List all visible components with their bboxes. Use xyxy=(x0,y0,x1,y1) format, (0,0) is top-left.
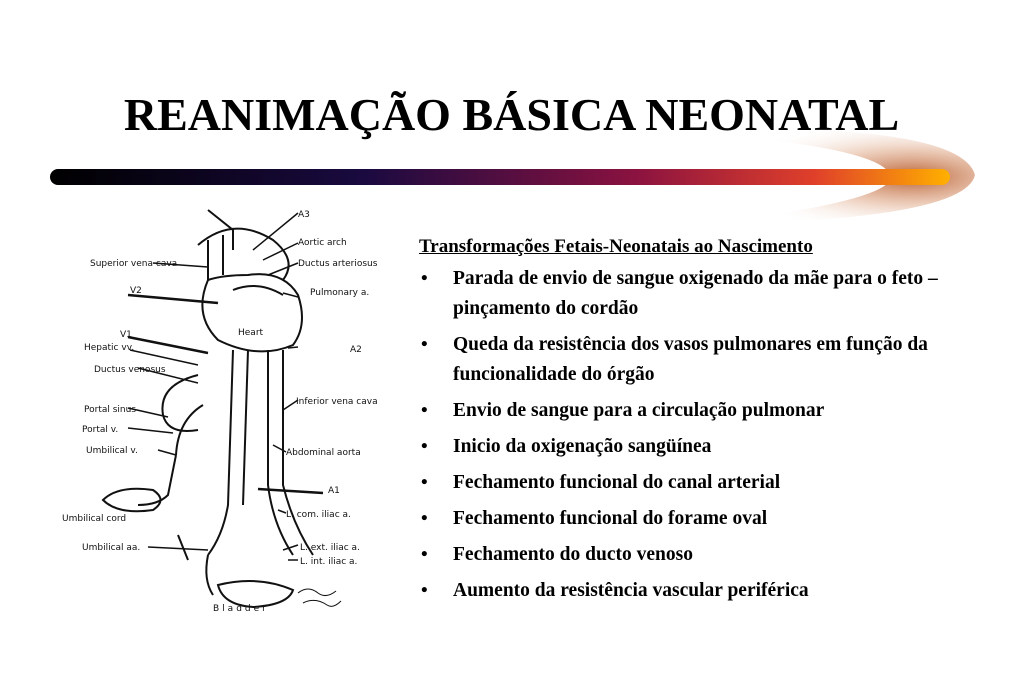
bullet-icon: • xyxy=(421,472,428,493)
label-v1: V1 xyxy=(120,330,132,340)
list-item-text: Envio de sangue para a circulação pulmonar xyxy=(453,400,825,421)
bullet-icon: • xyxy=(421,436,428,457)
label-ductus-venosus: Ductus venosus xyxy=(94,365,166,375)
label-l-ext-iliac-a: L. ext. iliac a. xyxy=(300,543,360,553)
label-l-int-iliac-a: L. int. iliac a. xyxy=(300,557,358,567)
label-hepatic-vv: Hepatic vv. xyxy=(84,343,135,353)
list-item xyxy=(419,576,999,606)
list-item xyxy=(419,264,999,324)
list-item xyxy=(419,504,999,534)
bullet-icon: • xyxy=(421,268,428,289)
list-item-text: Fechamento do ducto venoso xyxy=(453,544,693,565)
label-abdominal-aorta: Abdominal aorta xyxy=(286,448,361,458)
label-heart: Heart xyxy=(238,328,264,338)
label-ductus-arteriosus: Ductus arteriosus xyxy=(298,259,378,269)
list-item xyxy=(419,330,999,390)
list-item xyxy=(419,432,999,462)
label-pulmonary-a: Pulmonary a. xyxy=(310,288,370,298)
label-inferior-vena-cava: Inferior vena cava xyxy=(296,397,378,407)
list-item-text: Fechamento funcional do forame oval xyxy=(453,508,768,529)
list-item-text: Queda da resistência dos vasos pulmonares em função da funcionalidade do órgão xyxy=(453,334,928,385)
content-panel xyxy=(419,236,999,612)
label-umbilical-cord: Umbilical cord xyxy=(62,514,127,524)
bullet-icon: • xyxy=(421,334,428,355)
bullet-icon: • xyxy=(421,400,428,421)
label-portal-v: Portal v. xyxy=(82,425,119,435)
label-a3: A3 xyxy=(298,210,310,220)
list-item-text: Parada de envio de sangue oxigenado da mãe para o feto – pinçamento do cordão xyxy=(453,268,938,319)
label-l-com-iliac-a: L. com. iliac a. xyxy=(286,510,351,520)
label-a1: A1 xyxy=(328,486,340,496)
label-portal-sinus: Portal sinus xyxy=(84,405,137,415)
label-umbilical-aa: Umbilical aa. xyxy=(82,543,141,553)
bullet-icon: • xyxy=(421,544,428,565)
bullet-icon: • xyxy=(421,580,428,601)
label-aortic-arch: Aortic arch xyxy=(298,238,347,248)
label-a2: A2 xyxy=(350,345,362,355)
label-umbilical-v: Umbilical v. xyxy=(86,446,138,456)
list-item xyxy=(419,396,999,426)
list-item-text: Aumento da resistência vascular periférica xyxy=(453,580,809,601)
bullet-icon: • xyxy=(421,508,428,529)
list-item xyxy=(419,468,999,498)
fetal-circulation-diagram xyxy=(58,205,388,615)
bullet-list xyxy=(419,264,999,606)
page-title: REANIMAÇÃO BÁSICA NEONATAL xyxy=(123,89,900,140)
label-superior-vena-cava: Superior vena cava xyxy=(90,259,178,269)
label-bladder: Bladder xyxy=(213,604,269,614)
list-item xyxy=(419,540,999,570)
section-subtitle: Transformações Fetais-Neonatais ao Nascimento xyxy=(419,236,813,257)
label-v2: V2 xyxy=(130,286,142,296)
list-item-text: Fechamento funcional do canal arterial xyxy=(453,472,781,493)
list-item-text: Inicio da oxigenação sangüínea xyxy=(453,436,712,457)
